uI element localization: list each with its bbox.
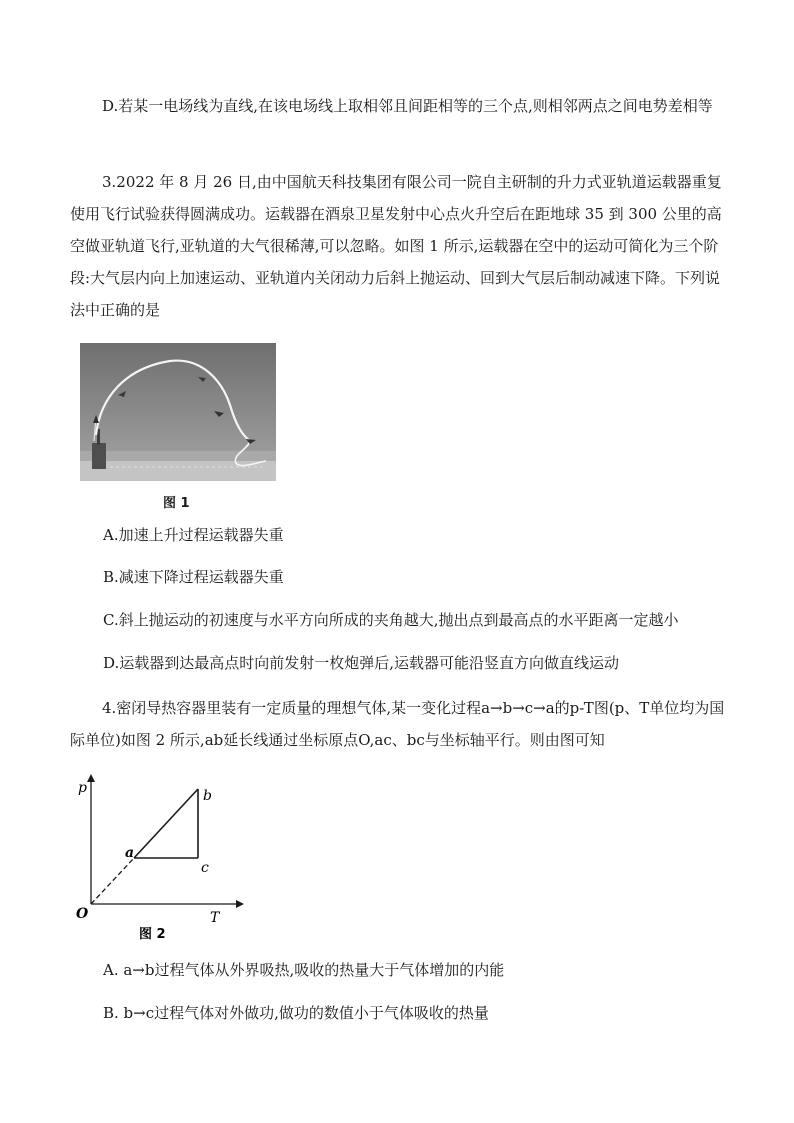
T-axis-arrow: [236, 900, 244, 908]
line-ab: [134, 789, 198, 858]
figure-2-pT-diagram: [70, 772, 260, 946]
q3-option-d: D.运载器到达最高点时向前发射一枚炮弹后,运载器可能沿竖直方向做直线运动: [103, 654, 620, 672]
origin-label: O: [76, 906, 89, 922]
q3-option-c: C.斜上抛运动的初速度与水平方向所成的夹角越大,抛出点到最高点的水平距离一定越小: [103, 611, 679, 629]
point-c-label: c: [201, 860, 209, 876]
point-b-label: b: [203, 788, 212, 804]
question-4-stem: 4.密闭导热容器里装有一定质量的理想气体,某一变化过程a→b→c→a的p-T图(p、T单位均为国际单位)如图 2 所示,ab延长线通过坐标原点O,ac、bc与坐标轴平行。则由图可知: [70, 699, 725, 749]
q3-option-a: A.加速上升过程运载器失重: [103, 526, 284, 544]
p-axis-label: p: [78, 780, 87, 796]
figure-1-photo: [80, 343, 276, 481]
T-axis-label: T: [210, 910, 220, 926]
q2-option-d: D.若某一电场线为直线,在该电场线上取相邻且间距相等的三个点,则相邻两点之间电势差相等: [102, 97, 713, 115]
p-axis-arrow: [87, 774, 95, 782]
q4-option-a: A. a→b过程气体从外界吸热,吸收的热量大于气体增加的内能: [103, 961, 505, 979]
figure-2-caption: 图 2: [139, 927, 166, 942]
point-a-label: a: [125, 845, 135, 861]
q4-option-b: B. b→c过程气体对外做功,做功的数值小于气体吸收的热量: [103, 1004, 489, 1022]
question-3-stem: 3.2022 年 8 月 26 日,由中国航天科技集团有限公司一院自主研制的升力式亚轨道运载器重复使用飞行试验获得圆满成功。运载器在酒泉卫星发射中心点火升空后在距地球 35 到 300 公里的高空做亚轨道飞行,亚轨道的大气很稀薄,可以忽略。如图 1 所示,运载器在空中的运动可简化为三个阶段:大气层内向上加速运动、亚轨道内关闭动力后斜上抛运动、回到大气层后制动减速下降。下列说法中正确的是: [70, 173, 722, 319]
figure-1-caption: 图 1: [163, 496, 190, 511]
q3-option-b: B.减速下降过程运载器失重: [103, 568, 284, 586]
ab-extension-dashed: [91, 858, 134, 904]
